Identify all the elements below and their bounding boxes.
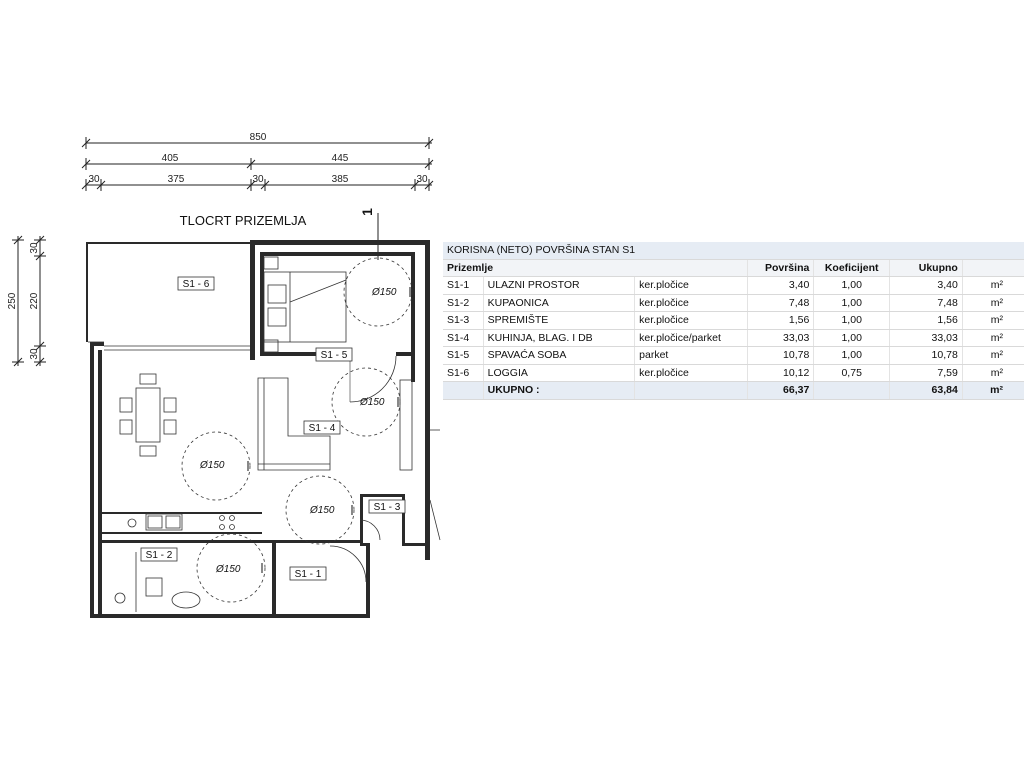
room-label-s1-3: S1 - 3 [373, 502, 401, 513]
row-coef: 1,00 [814, 277, 890, 295]
table-row [443, 294, 1024, 312]
dim-height-mid: 220 [29, 292, 40, 310]
row-name: ULAZNI PROSTOR [483, 277, 635, 295]
circle-label-bedroom: Ø150 [372, 287, 397, 298]
dim-span-2: 385 [331, 174, 349, 185]
row-code: S1-3 [443, 312, 483, 330]
dim-span-1: 375 [167, 174, 185, 185]
total-unit: m² [962, 382, 1024, 400]
row-total: 33,03 [890, 329, 963, 347]
dim-wall-3: 30 [416, 174, 428, 185]
row-coef: 1,00 [814, 312, 890, 330]
room-label-s1-4: S1 - 4 [308, 423, 336, 434]
circle-label-dining: Ø150 [200, 460, 225, 471]
row-unit: m² [962, 329, 1024, 347]
dim-wall-1: 30 [88, 174, 100, 185]
row-area: 10,78 [748, 347, 814, 365]
room-label-s1-5: S1 - 5 [320, 350, 348, 361]
dim-height-bottom: 30 [29, 348, 40, 360]
area-table [443, 242, 1024, 400]
row-code: S1-5 [443, 347, 483, 365]
table-total-row [443, 382, 1024, 400]
room-label-s1-1: S1 - 1 [294, 569, 322, 580]
circle-label-living: Ø150 [360, 397, 385, 408]
table-header-row [443, 259, 1024, 277]
row-coef: 1,00 [814, 347, 890, 365]
header-floor: Prizemlje [443, 259, 748, 277]
turning-circles [182, 258, 412, 602]
room-label-s1-6: S1 - 6 [182, 279, 210, 290]
table-row [443, 329, 1024, 347]
row-total: 3,40 [890, 277, 963, 295]
room-label-s1-2: S1 - 2 [145, 550, 173, 561]
row-code: S1-2 [443, 294, 483, 312]
row-coef: 1,00 [814, 294, 890, 312]
table-row [443, 312, 1024, 330]
row-coef: 0,75 [814, 364, 890, 382]
row-area: 3,40 [748, 277, 814, 295]
row-unit: m² [962, 312, 1024, 330]
row-name: SPREMIŠTE [483, 312, 635, 330]
row-total: 7,48 [890, 294, 963, 312]
row-total: 1,56 [890, 312, 963, 330]
row-floor: parket [635, 347, 748, 365]
row-coef: 1,00 [814, 329, 890, 347]
row-floor: ker.pločice [635, 312, 748, 330]
row-name: KUHINJA, BLAG. I DB [483, 329, 635, 347]
dim-wall-2: 30 [252, 174, 264, 185]
row-name: SPAVAĆA SOBA [483, 347, 635, 365]
table-row [443, 277, 1024, 295]
row-unit: m² [962, 277, 1024, 295]
row-area: 7,48 [748, 294, 814, 312]
dim-total-height: 250 [7, 292, 18, 310]
row-name: LOGGIA [483, 364, 635, 382]
row-code: S1-6 [443, 364, 483, 382]
row-unit: m² [962, 347, 1024, 365]
dim-height-top: 30 [29, 242, 40, 254]
row-floor: ker.pločice/parket [635, 329, 748, 347]
dim-width-left: 405 [161, 153, 179, 164]
row-name: KUPAONICA [483, 294, 635, 312]
row-floor: ker.pločice [635, 364, 748, 382]
dim-total-width: 850 [249, 132, 267, 143]
total-area: 66,37 [748, 382, 814, 400]
row-area: 10,12 [748, 364, 814, 382]
row-area: 33,03 [748, 329, 814, 347]
row-floor: ker.pločice [635, 277, 748, 295]
row-code: S1-4 [443, 329, 483, 347]
row-unit: m² [962, 294, 1024, 312]
plan-title: TLOCRT PRIZEMLJA [179, 213, 307, 228]
table-title-row [443, 242, 1024, 259]
circle-label-bathroom: Ø150 [216, 564, 241, 575]
dim-width-right: 445 [331, 153, 349, 164]
row-area: 1,56 [748, 312, 814, 330]
circle-label-hall: Ø150 [310, 505, 335, 516]
row-code: S1-1 [443, 277, 483, 295]
row-unit: m² [962, 364, 1024, 382]
table-title: KORISNA (NETO) POVRŠINA STAN S1 [443, 242, 1024, 259]
row-total: 10,78 [890, 347, 963, 365]
header-total: Ukupno [890, 259, 963, 277]
row-total: 7,59 [890, 364, 963, 382]
table-row [443, 364, 1024, 382]
room-labels [141, 277, 405, 580]
table-row [443, 347, 1024, 365]
row-floor: ker.pločice [635, 294, 748, 312]
header-unit [962, 259, 1024, 277]
total-sum: 63,84 [890, 382, 963, 400]
section-marker: 1 [359, 208, 375, 216]
header-coefficient: Koeficijent [814, 259, 890, 277]
total-label: UKUPNO : [483, 382, 635, 400]
header-area: Površina [748, 259, 814, 277]
